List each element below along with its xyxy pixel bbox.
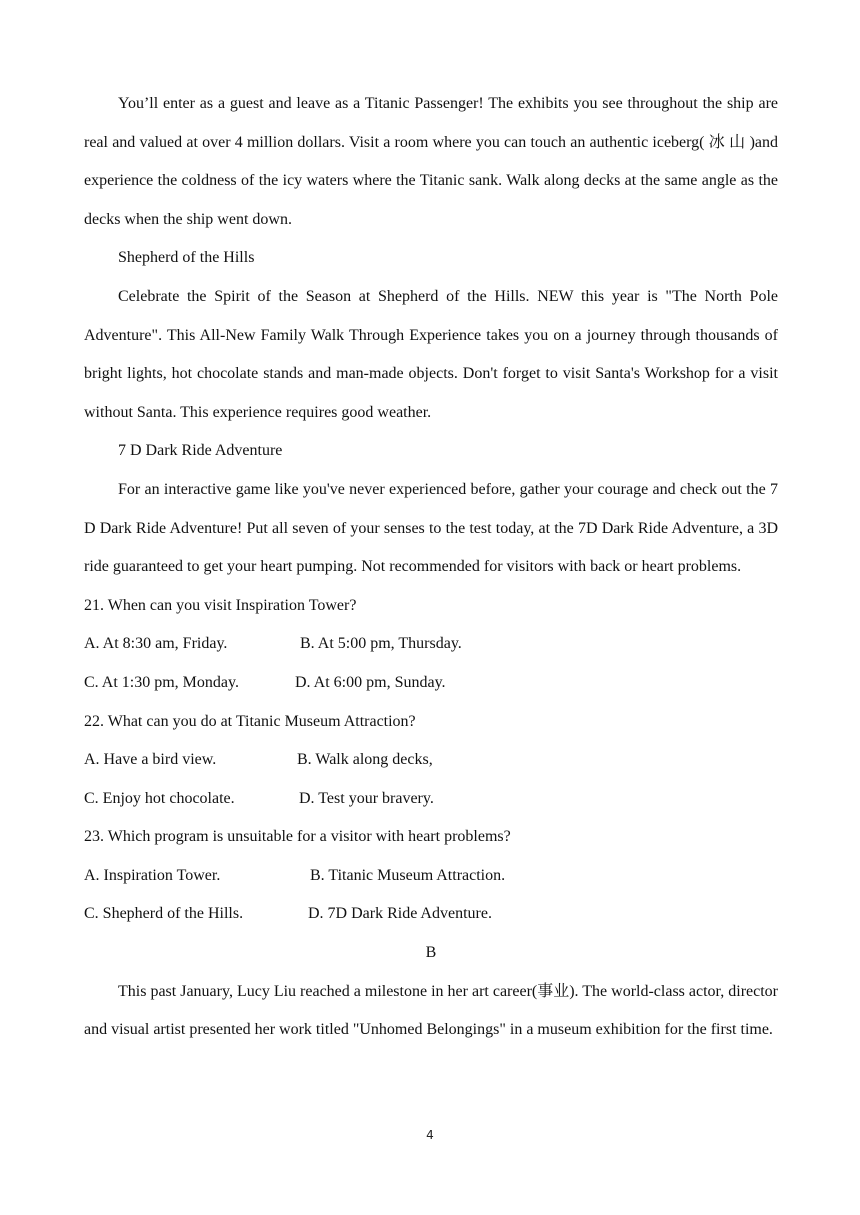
question-23-options-row-1 (84, 857, 778, 896)
question-23-option-b: B. Titanic Museum Attraction. (310, 866, 506, 884)
section-b-letter: B (425, 944, 437, 962)
question-21-stem: 21. When can you visit Inspiration Tower? (84, 596, 357, 614)
question-21-options-row-2 (84, 664, 778, 703)
page-number: 4 (426, 1128, 434, 1142)
question-23-option-d: D. 7D Dark Ride Adventure. (308, 905, 492, 923)
question-22-option-d: D. Test your bravery. (299, 789, 434, 807)
question-21-option-d: D. At 6:00 pm, Sunday. (295, 673, 446, 691)
titanic-paragraph: You’ll enter as a guest and leave as a Titanic Passenger! The exhibits you see throughout the ship are real and valued at over 4 million dollars. Visit a room where you can touch an authentic iceberg( 冰 山 )and experience the coldness of the icy waters where the Titanic sank. Walk along decks at the same angle as the decks when the ship went down. (84, 95, 778, 228)
section-b-paragraph: This past January, Lucy Liu reached a milestone in her art career(事业). The world-class actor, director and visual artist presented her work titled "Unhomed Belongings" in a museum exhibition for the first time. (84, 982, 778, 1039)
question-23-option-a: A. Inspiration Tower. (84, 866, 221, 884)
question-21-option-a: A. At 8:30 am, Friday. (84, 635, 228, 653)
question-22-stem: 22. What can you do at Titanic Museum Attraction? (84, 712, 416, 730)
question-23-option-c: C. Shepherd of the Hills. (84, 905, 244, 923)
darkride-heading: 7 D Dark Ride Adventure (118, 442, 283, 460)
question-21-option-c: C. At 1:30 pm, Monday. (84, 673, 239, 691)
question-22-options-row-2 (84, 780, 778, 819)
shepherd-paragraph: Celebrate the Spirit of the Season at Shepherd of the Hills. NEW this year is "The North Pole Adventure". This All-New Family Walk Through Experience takes you on a journey through thousands of bright lights, hot chocolate stands and man-made objects. Don't forget to visit Santa's Workshop for a visit without Santa. This experience requires good weather. (84, 287, 778, 421)
question-22-option-a: A. Have a bird view. (84, 751, 217, 769)
question-23-options-row-2 (84, 895, 778, 934)
darkride-paragraph: For an interactive game like you've never experienced before, gather your courage and check out the 7 D Dark Ride Adventure! Put all seven of your senses to the test today, at the 7D Dark Ride Adventure, a 3D ride guaranteed to get your heart pumping. Not recommended for visitors with back or heart problems. (84, 480, 778, 576)
question-21-option-b: B. At 5:00 pm, Thursday. (300, 635, 462, 653)
document-page (84, 85, 778, 1050)
question-21-options-row-1 (84, 625, 778, 664)
question-22-option-c: C. Enjoy hot chocolate. (84, 789, 235, 807)
question-23-stem: 23. Which program is unsuitable for a visitor with heart problems? (84, 828, 511, 846)
question-22-option-b: B. Walk along decks, (297, 751, 433, 769)
shepherd-heading: Shepherd of the Hills (118, 249, 255, 267)
question-22-options-row-1 (84, 741, 778, 780)
